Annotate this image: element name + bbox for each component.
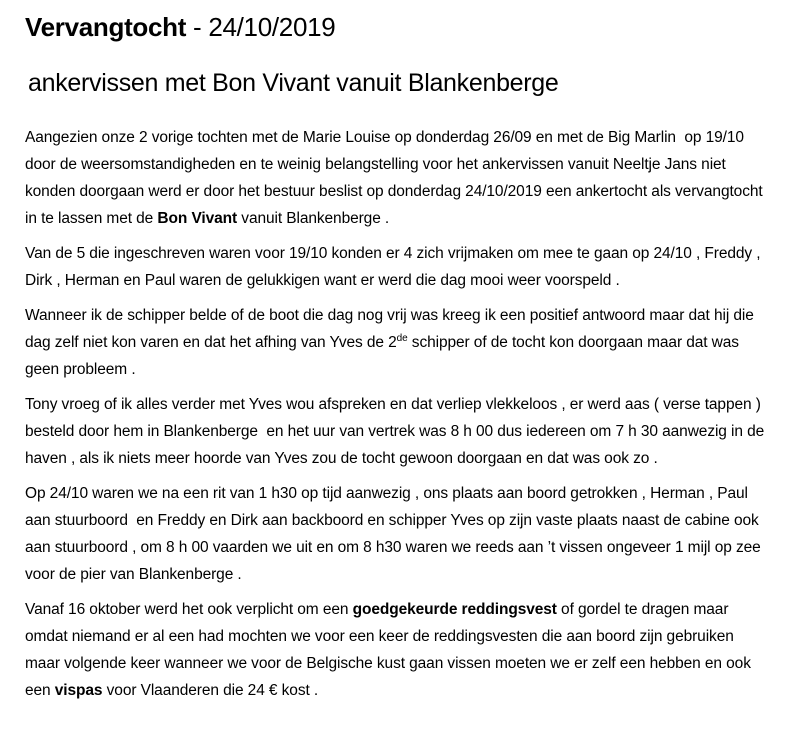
paragraph bbox=[25, 302, 765, 383]
text-run: Op 24/10 waren we na een rit van 1 h30 op tijd aanwezig , ons plaats aan boord getrokken , Herman , Paul aan stuurboord en Freddy en Dirk aan backboord en schipper Yves op zijn vaste plaats naast de cabine ook aan stuurboord , om 8 h 00 vaarden we uit en om 8 h30 waren we reeds aan ’t vissen ongeveer 1 mijl op zee voor de pier van Blankenberge . bbox=[25, 485, 765, 583]
text-run: Van de 5 die ingeschreven waren voor 19/10 konden er 4 zich vrijmaken om mee te gaan op 24/10 , Freddy , Dirk , Herman en Paul waren de gelukkigen want er werd die dag mooi weer voorspeld . bbox=[25, 245, 765, 289]
text-run: Tony vroeg of ik alles verder met Yves wou afspreken en dat verliep vlekkeloos , er werd aas ( verse tappen ) besteld door hem in Blankenberge en het uur van vertrek was 8 h 00 dus iedereen om 7 h 30 aanwezig in de haven , als ik niets meer hoorde van Yves zou de tocht gewoon doorgaan en dat was ook zo . bbox=[25, 396, 769, 467]
document-subtitle: ankervissen met Bon Vivant vanuit Blankenberge bbox=[28, 69, 559, 97]
title-text: Vervangtocht bbox=[25, 12, 187, 42]
text-run: Vanaf 16 oktober werd het ook verplicht om een bbox=[25, 601, 353, 618]
text-run: Wanneer ik de schipper belde of de boot die dag nog vrij was kreeg ik een positief antwoord maar dat hij die dag zelf niet kon varen en dat het afhing van Yves de 2 bbox=[25, 307, 758, 351]
paragraph bbox=[25, 596, 765, 704]
paragraph bbox=[25, 391, 769, 472]
text-run: vanuit Blankenberge . bbox=[237, 210, 390, 227]
bold-run: goedgekeurde reddingsvest bbox=[352, 601, 557, 618]
document-title bbox=[25, 11, 765, 43]
text-run: voor Vlaanderen die 24 € kost . bbox=[102, 682, 319, 699]
text-run: Aangezien onze 2 vorige tochten met de Marie Louise op donderdag 26/09 en met de Big Marlin op 19/10 door de weersomstandigheden en te weinig belangstelling voor het ankervissen vanuit Neeltje Jans niet konden doorgaan werd er door het bestuur beslist op donderdag 24/10/2019 een ankertocht als vervangtocht in te lassen met de bbox=[25, 129, 767, 227]
text-run: of gordel te dragen maar omdat niemand er al een had mochten we voor een keer de reddingsvesten die aan boord zijn gebruiken maar volgende keer wanneer we voor de Belgische kust gaan vissen moeten we er zelf een hebben en ook een bbox=[25, 601, 756, 699]
paragraph bbox=[25, 480, 765, 588]
title-date: - 24/10/2019 bbox=[186, 12, 336, 42]
paragraph bbox=[25, 124, 765, 232]
paragraph bbox=[25, 240, 765, 294]
document-body bbox=[25, 124, 769, 704]
superscript-run: de bbox=[396, 332, 408, 344]
bold-run: vispas bbox=[54, 682, 103, 699]
text-run: schipper of de tocht kon doorgaan maar dat was geen probleem . bbox=[25, 334, 744, 378]
bold-run: Bon Vivant bbox=[157, 210, 238, 227]
